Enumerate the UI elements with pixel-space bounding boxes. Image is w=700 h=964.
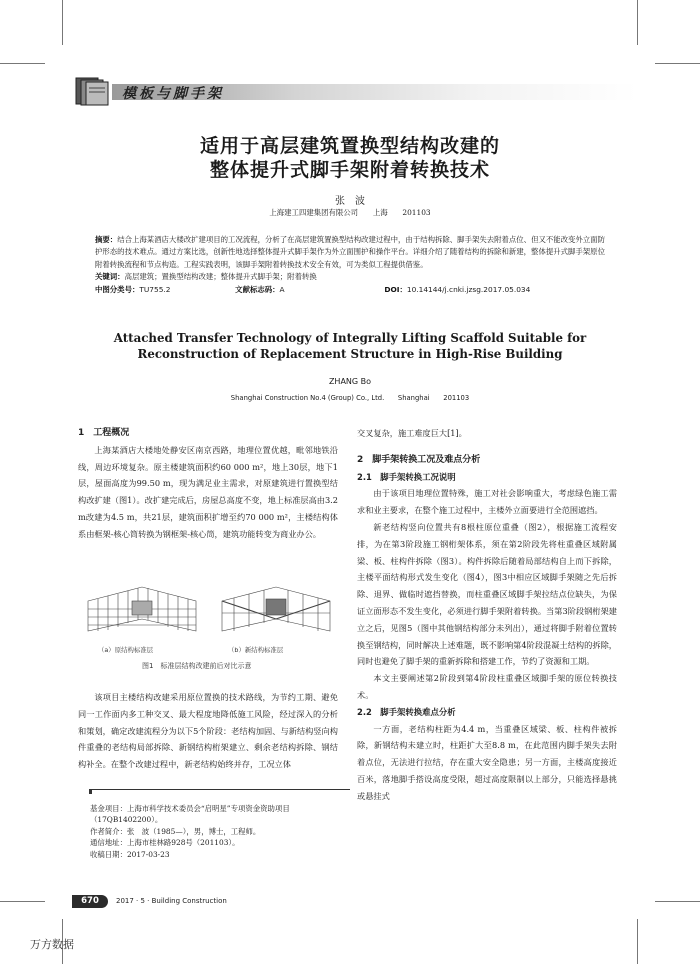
crop-mark	[655, 63, 700, 64]
paragraph: 由于该项目地理位置特殊，施工对社会影响重大，考虑绿色施工需求和业主要求，在整个施工过程中，主楼外立面要进行全范围遮挡。	[357, 488, 617, 516]
english-affiliation: Shanghai Construction No.4 (Group) Co., Ltd. Shanghai 201103	[230, 394, 470, 402]
keywords-label: 关键词：	[95, 272, 125, 282]
figure-1b-label: （b）新结构标准层	[228, 646, 284, 654]
footnote-rule-tab	[89, 789, 92, 794]
section-heading: 1 工程概况	[78, 428, 130, 438]
figure-1a-label: （a）原结构标准层	[98, 646, 154, 654]
abstract	[95, 234, 605, 296]
abstract-text: 结合上海某酒店大楼改扩建项目的工况流程，分析了在高层建筑置换型结构改建过程中，由于结构拆除、脚手架失去附着点位、但又不能改变外立面防护形态的技术难点。通过方案比选，创新性地选择整体提升式脚手架作为外立面围护和操作平台。详细介绍了随着结构的拆除和新建，整体提升式脚手架原位附着转换流程和节点构造。工程实践表明，该脚手架附着转换技术安全有效，可为类似工程提供借鉴。	[95, 235, 605, 269]
figure-1-drawing	[84, 583, 334, 643]
footnote-rule	[90, 789, 350, 790]
doc-code-label: 文献标志码：	[235, 284, 280, 294]
new-floor-plan	[222, 587, 330, 631]
footnote	[90, 803, 350, 860]
crop-mark	[0, 63, 45, 64]
article-title-line2: 整体提升式脚手架附着转换技术	[209, 159, 490, 181]
english-title-line1: Attached Transfer Technology of Integrally Lifting Scaffold Suitable for	[113, 331, 587, 345]
paragraph: 新老结构竖向位置共有8根柱原位重叠（图2），根据施工流程安排，为在第3阶段施工钢桁架体系，须在第2阶段先将柱重叠区域附属梁、板、柱构件拆除（图3）。构件拆除后随着局部结构自上而下拆除，主楼平面结构形式发生变化（图4），图3中相应区域脚手架随之先后拆除、退界、做临时遮挡替换，而柱重叠区域脚手架拉结点位缺失，为保证立面形态不发生变化，必须进行脚手架附着转换。当第3阶段钢桁架建立之后，见图5（图中其他钢结构部分未列出），通过将脚手附着位置转换至钢结构，同时解决上述难题，既不影响第4阶段混凝土结构的拆除，同时也避免了脚手架的重新拆除和搭建工作，节约了资源和工期。	[357, 521, 617, 667]
left-column-top	[78, 425, 338, 543]
received-date: 收稿日期：2017-03-23	[90, 849, 170, 859]
paragraph: 交叉复杂，施工难度巨大[1]。	[357, 428, 467, 438]
crop-mark	[62, 0, 63, 45]
clc-label: 中图分类号：	[95, 284, 140, 294]
paragraph: 该项目主楼结构改建采用原位置换的技术路线，为节约工期、避免同一工作面内多工种交叉、最大程度地降低施工风险，经过深入的分析和策划，确定改建流程分为以下5个阶段：老结构加固、与新结构竖向构件重叠的老结构局部拆除、新钢结构桁架建立、剩余老结构拆除、钢结构补全。在整个改建过程中，新老结构始终并存，工况立体	[78, 692, 338, 770]
paragraph: 一方面，老结构柱距为4.4 m，当重叠区域梁、板、柱构件被拆除，新钢结构未建立时，柱距扩大至8.8 m，在此范围内脚手架失去附着点位，无法进行拉结，存在重大安全隐患；另一方面，主楼高度接近百米，落地脚手搭设高度受限，超过高度限制以上部分，只能选择悬挑或悬挂式	[357, 723, 617, 801]
crop-mark	[0, 901, 45, 902]
doc-code: A	[279, 284, 285, 294]
author-affiliation: 上海建工四建集团有限公司 上海 201103	[269, 208, 431, 217]
author-name: 张 波	[335, 196, 365, 207]
abstract-label: 摘要：	[95, 235, 118, 244]
paragraph: 上海某酒店大楼地处静安区南京西路，地理位置优越，毗邻地铁沿线，周边环境复杂。原主楼建筑面积约60 000 m²，地上30层，地下1层，屋面高度为99.50 m，现为满足业主需求，对原建筑进行置换型结构改扩建（图1）。改扩建完成后，房屋总高度不变，地上标准层高由3.2 m改建为4.5 m，共21层，建筑面积扩增至约70 000 m²，主楼结构体系由框架-核心筒转换为钢框架-核心筒，建筑功能转变为商业办公。	[78, 444, 338, 539]
watermark: 万方数据	[30, 938, 74, 951]
subsection-heading: 2.2 脚手架转换难点分析	[357, 706, 456, 717]
journal-info: 2017 · 5 · Building Construction	[116, 897, 227, 905]
fund-note: 基金项目：上海市科学技术委员会“启明星”专项资金资助项目（17QB1402200）。	[90, 804, 290, 825]
left-column-bottom	[78, 689, 338, 773]
crop-mark	[637, 919, 638, 964]
figure-1-caption: 图1 标准层结构改建前后对比示意	[142, 662, 252, 670]
page-number: 670	[72, 895, 108, 908]
keywords: 高层建筑；置换型结构改建；整体提升式脚手架；附着转换	[124, 272, 317, 282]
crop-mark	[655, 901, 700, 902]
author-bio: 作者简介：张 波（1985—），男，博士，工程师。	[90, 826, 261, 836]
clc-number: TU755.2	[139, 284, 171, 294]
section-name: 模板与脚手架	[122, 86, 224, 102]
right-column	[357, 425, 617, 805]
book-stack-icon	[72, 76, 112, 106]
section-heading: 2 脚手架转换工况及难点分析	[357, 454, 481, 465]
subsection-heading: 2.1 脚手架转换工况说明	[357, 471, 456, 482]
doi-label: DOI：	[384, 284, 407, 294]
address-note: 通信地址：上海市桂林路928号（201103）。	[90, 838, 240, 848]
article-title-line1: 适用于高层建筑置换型结构改建的	[199, 135, 500, 157]
original-floor-plan	[88, 587, 196, 631]
paragraph: 本文主要阐述第2阶段到第4阶段柱重叠区域脚手架的原位转换技术。	[357, 673, 617, 700]
doi: 10.14144/j.cnki.jzsg.2017.05.034	[406, 284, 531, 294]
english-title-line2: Reconstruction of Replacement Structure in High-Rise Building	[137, 347, 563, 361]
crop-mark	[637, 0, 638, 45]
english-author-name: ZHANG Bo	[328, 377, 372, 386]
